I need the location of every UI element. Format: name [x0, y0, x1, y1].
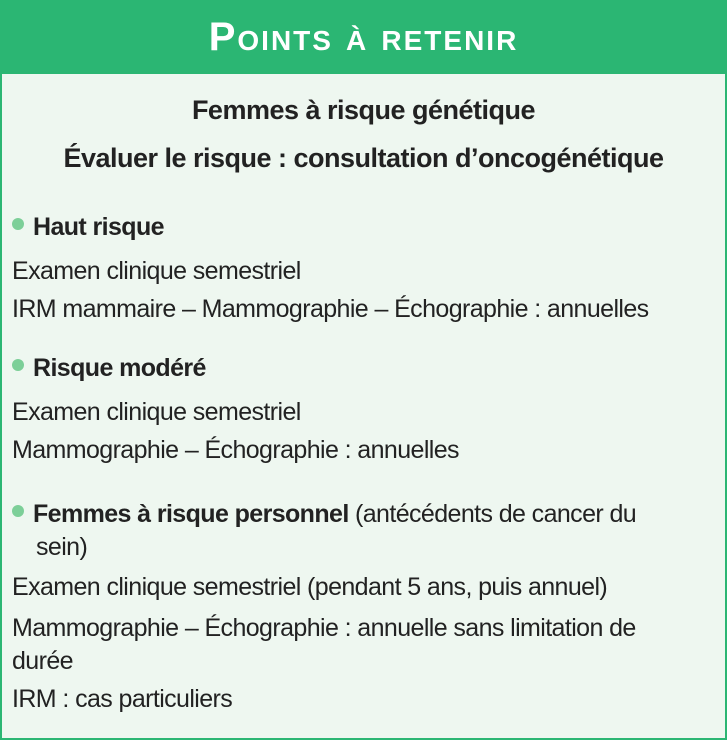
list-item: Mammographie – Échographie : annuelle sans limitation de [12, 614, 636, 642]
section-heading-text: Haut risque [33, 213, 164, 241]
header-bar [2, 2, 725, 74]
genetic-risk-title: Femmes à risque génétique [191, 95, 536, 125]
list-item: Examen clinique semestriel [12, 398, 301, 426]
list-item: IRM : cas particuliers [12, 685, 233, 713]
bullet-icon [12, 359, 24, 371]
header-title: Points à retenir [208, 15, 519, 59]
genetic-risk-subtitle: Évaluer le risque : consultation d’oncogénétique [63, 143, 664, 173]
section-heading-moderate-risk [12, 353, 206, 384]
section-heading-note: (antécédents de cancer du [348, 500, 637, 528]
bullet-icon [12, 505, 24, 517]
list-item: IRM mammaire – Mammographie – Échographie : annuelles [12, 295, 649, 323]
bullet-icon [12, 218, 24, 230]
section-heading-note-continued: sein) [36, 533, 88, 561]
section-heading-high-risk [12, 212, 164, 243]
list-item: durée [12, 647, 73, 675]
section-heading-text: Femmes à risque personnel [33, 500, 349, 528]
list-item: Examen clinique semestriel (pendant 5 ans, puis annuel) [12, 573, 608, 601]
section-heading-text: Risque modéré [33, 354, 206, 382]
list-item: Mammographie – Échographie : annuelles [12, 436, 459, 464]
section-heading-personal-risk [12, 499, 636, 530]
list-item: Examen clinique semestriel [12, 257, 301, 285]
